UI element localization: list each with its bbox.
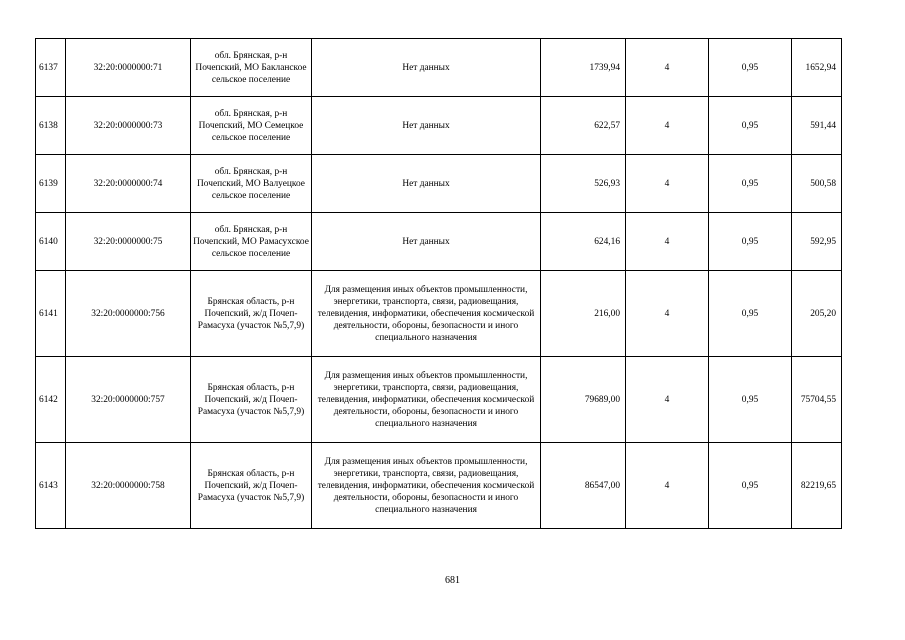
area-cell: 216,00 — [541, 271, 626, 357]
value-cell: 82219,65 — [792, 443, 842, 529]
coefficient-cell: 0,95 — [709, 97, 792, 155]
area-cell: 624,16 — [541, 213, 626, 271]
coefficient-cell: 0,95 — [709, 213, 792, 271]
group-cell: 4 — [626, 213, 709, 271]
land-registry-table — [35, 38, 842, 529]
value-cell: 500,58 — [792, 155, 842, 213]
table-row — [36, 97, 842, 155]
value-cell: 1652,94 — [792, 39, 842, 97]
area-cell: 526,93 — [541, 155, 626, 213]
address-cell: Брянская область, р-н Почепский, ж/д Почеп-Рамасуха (участок №5,7,9) — [191, 443, 312, 529]
cadastral-number-cell: 32:20:0000000:71 — [66, 39, 191, 97]
table-row — [36, 213, 842, 271]
permitted-use-cell: Нет данных — [312, 39, 541, 97]
page-number: 681 — [445, 575, 460, 586]
permitted-use-cell: Нет данных — [312, 155, 541, 213]
area-cell: 86547,00 — [541, 443, 626, 529]
row-number-cell: 6138 — [36, 97, 66, 155]
permitted-use-cell: Для размещения иных объектов промышленности, энергетики, транспорта, связи, радиовещания, телевидения, информатики, обеспечения космической деятельности, обороны, безопасности и иного специального назначения — [312, 271, 541, 357]
value-cell: 591,44 — [792, 97, 842, 155]
cadastral-number-cell: 32:20:0000000:75 — [66, 213, 191, 271]
area-cell: 1739,94 — [541, 39, 626, 97]
group-cell: 4 — [626, 443, 709, 529]
address-cell: Брянская область, р-н Почепский, ж/д Почеп-Рамасуха (участок №5,7,9) — [191, 357, 312, 443]
coefficient-cell: 0,95 — [709, 357, 792, 443]
row-number-cell: 6143 — [36, 443, 66, 529]
cadastral-number-cell: 32:20:0000000:756 — [66, 271, 191, 357]
cadastral-number-cell: 32:20:0000000:757 — [66, 357, 191, 443]
row-number-cell: 6139 — [36, 155, 66, 213]
coefficient-cell: 0,95 — [709, 39, 792, 97]
table-row — [36, 357, 842, 443]
table-row — [36, 155, 842, 213]
area-cell: 622,57 — [541, 97, 626, 155]
table-row — [36, 443, 842, 529]
coefficient-cell: 0,95 — [709, 271, 792, 357]
row-number-cell: 6137 — [36, 39, 66, 97]
address-cell: обл. Брянская, р-н Почепский, МО Бакланское сельское поселение — [191, 39, 312, 97]
cadastral-number-cell: 32:20:0000000:758 — [66, 443, 191, 529]
permitted-use-cell: Для размещения иных объектов промышленности, энергетики, транспорта, связи, радиовещания, телевидения, информатики, обеспечения космической деятельности, обороны, безопасности и иного специального назначения — [312, 443, 541, 529]
cadastral-number-cell: 32:20:0000000:74 — [66, 155, 191, 213]
permitted-use-cell: Нет данных — [312, 97, 541, 155]
address-cell: обл. Брянская, р-н Почепский, МО Рамасухское сельское поселение — [191, 213, 312, 271]
value-cell: 75704,55 — [792, 357, 842, 443]
table-row — [36, 271, 842, 357]
row-number-cell: 6140 — [36, 213, 66, 271]
row-number-cell: 6142 — [36, 357, 66, 443]
cadastral-number-cell: 32:20:0000000:73 — [66, 97, 191, 155]
row-number-cell: 6141 — [36, 271, 66, 357]
coefficient-cell: 0,95 — [709, 443, 792, 529]
address-cell: Брянская область, р-н Почепский, ж/д Почеп-Рамасуха (участок №5,7,9) — [191, 271, 312, 357]
group-cell: 4 — [626, 97, 709, 155]
address-cell: обл. Брянская, р-н Почепский, МО Семецкое сельское поселение — [191, 97, 312, 155]
area-cell: 79689,00 — [541, 357, 626, 443]
permitted-use-cell: Нет данных — [312, 213, 541, 271]
group-cell: 4 — [626, 39, 709, 97]
address-cell: обл. Брянская, р-н Почепский, МО Валуецкое сельское поселение — [191, 155, 312, 213]
value-cell: 205,20 — [792, 271, 842, 357]
group-cell: 4 — [626, 357, 709, 443]
group-cell: 4 — [626, 271, 709, 357]
group-cell: 4 — [626, 155, 709, 213]
coefficient-cell: 0,95 — [709, 155, 792, 213]
table-row — [36, 39, 842, 97]
value-cell: 592,95 — [792, 213, 842, 271]
permitted-use-cell: Для размещения иных объектов промышленности, энергетики, транспорта, связи, радиовещания, телевидения, информатики, обеспечения космической деятельности, обороны, безопасности и иного специального назначения — [312, 357, 541, 443]
